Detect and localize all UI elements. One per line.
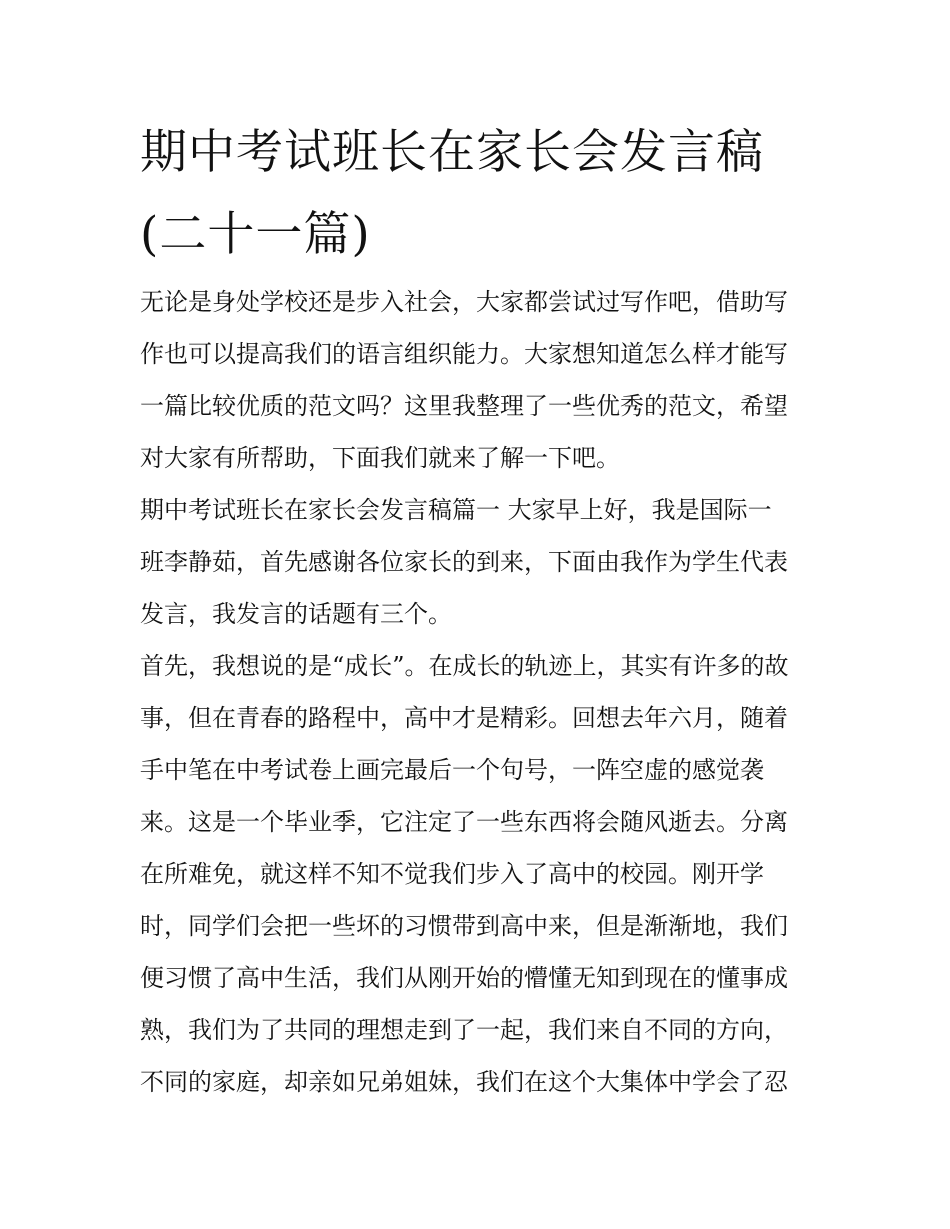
text-line: 不同的家庭，却亲如兄弟姐妹，我们在这个大集体中学会了忍 (140, 1068, 788, 1096)
text-line: 在所难免，就这样不知不觉我们步入了高中的校园。刚开学 (140, 860, 764, 888)
text-line: 无论是身处学校还是步入社会，大家都尝试过写作吧，借助写 (140, 288, 788, 316)
text-line: 来。这是一个毕业季，它注定了一些东西将会随风逝去。分离 (140, 808, 788, 836)
text-line: 一篇比较优质的范文吗？这里我整理了一些优秀的范文，希望 (140, 392, 788, 420)
text-line: 时，同学们会把一些坏的习惯带到高中来，但是渐渐地，我们 (140, 912, 788, 940)
text-line: 事，但在青春的路程中，高中才是精彩。回想去年六月，随着 (140, 704, 788, 732)
text-line: 熟，我们为了共同的理想走到了一起，我们来自不同的方向， (140, 1016, 788, 1044)
text-line: 班李静茹，首先感谢各位家长的到来，下面由我作为学生代表 (140, 548, 788, 576)
text-line: 手中笔在中考试卷上画完最后一个句号，一阵空虚的感觉袭 (140, 756, 764, 784)
paragraph-intro (140, 276, 820, 484)
document-title (140, 112, 820, 276)
title-line: 期中考试班长在家长会发言稿 (140, 125, 764, 180)
text-line: 作也可以提高我们的语言组织能力。大家想知道怎么样才能写 (140, 340, 788, 368)
paragraph-speech-opening (140, 484, 820, 640)
paragraph-growth (140, 640, 820, 1108)
title-line: (二十一篇) (140, 207, 371, 262)
text-line: 对大家有所帮助，下面我们就来了解一下吧。 (140, 444, 620, 472)
document-body (140, 276, 820, 1108)
text-line: 期中考试班长在家长会发言稿篇一 大家早上好，我是国际一 (140, 496, 772, 524)
text-line: 首先，我想说的是“成长”。在成长的轨迹上，其实有许多的故 (140, 652, 789, 680)
text-line: 发言，我发言的话题有三个。 (140, 600, 452, 628)
text-line: 便习惯了高中生活，我们从刚开始的懵懂无知到现在的懂事成 (140, 964, 788, 992)
